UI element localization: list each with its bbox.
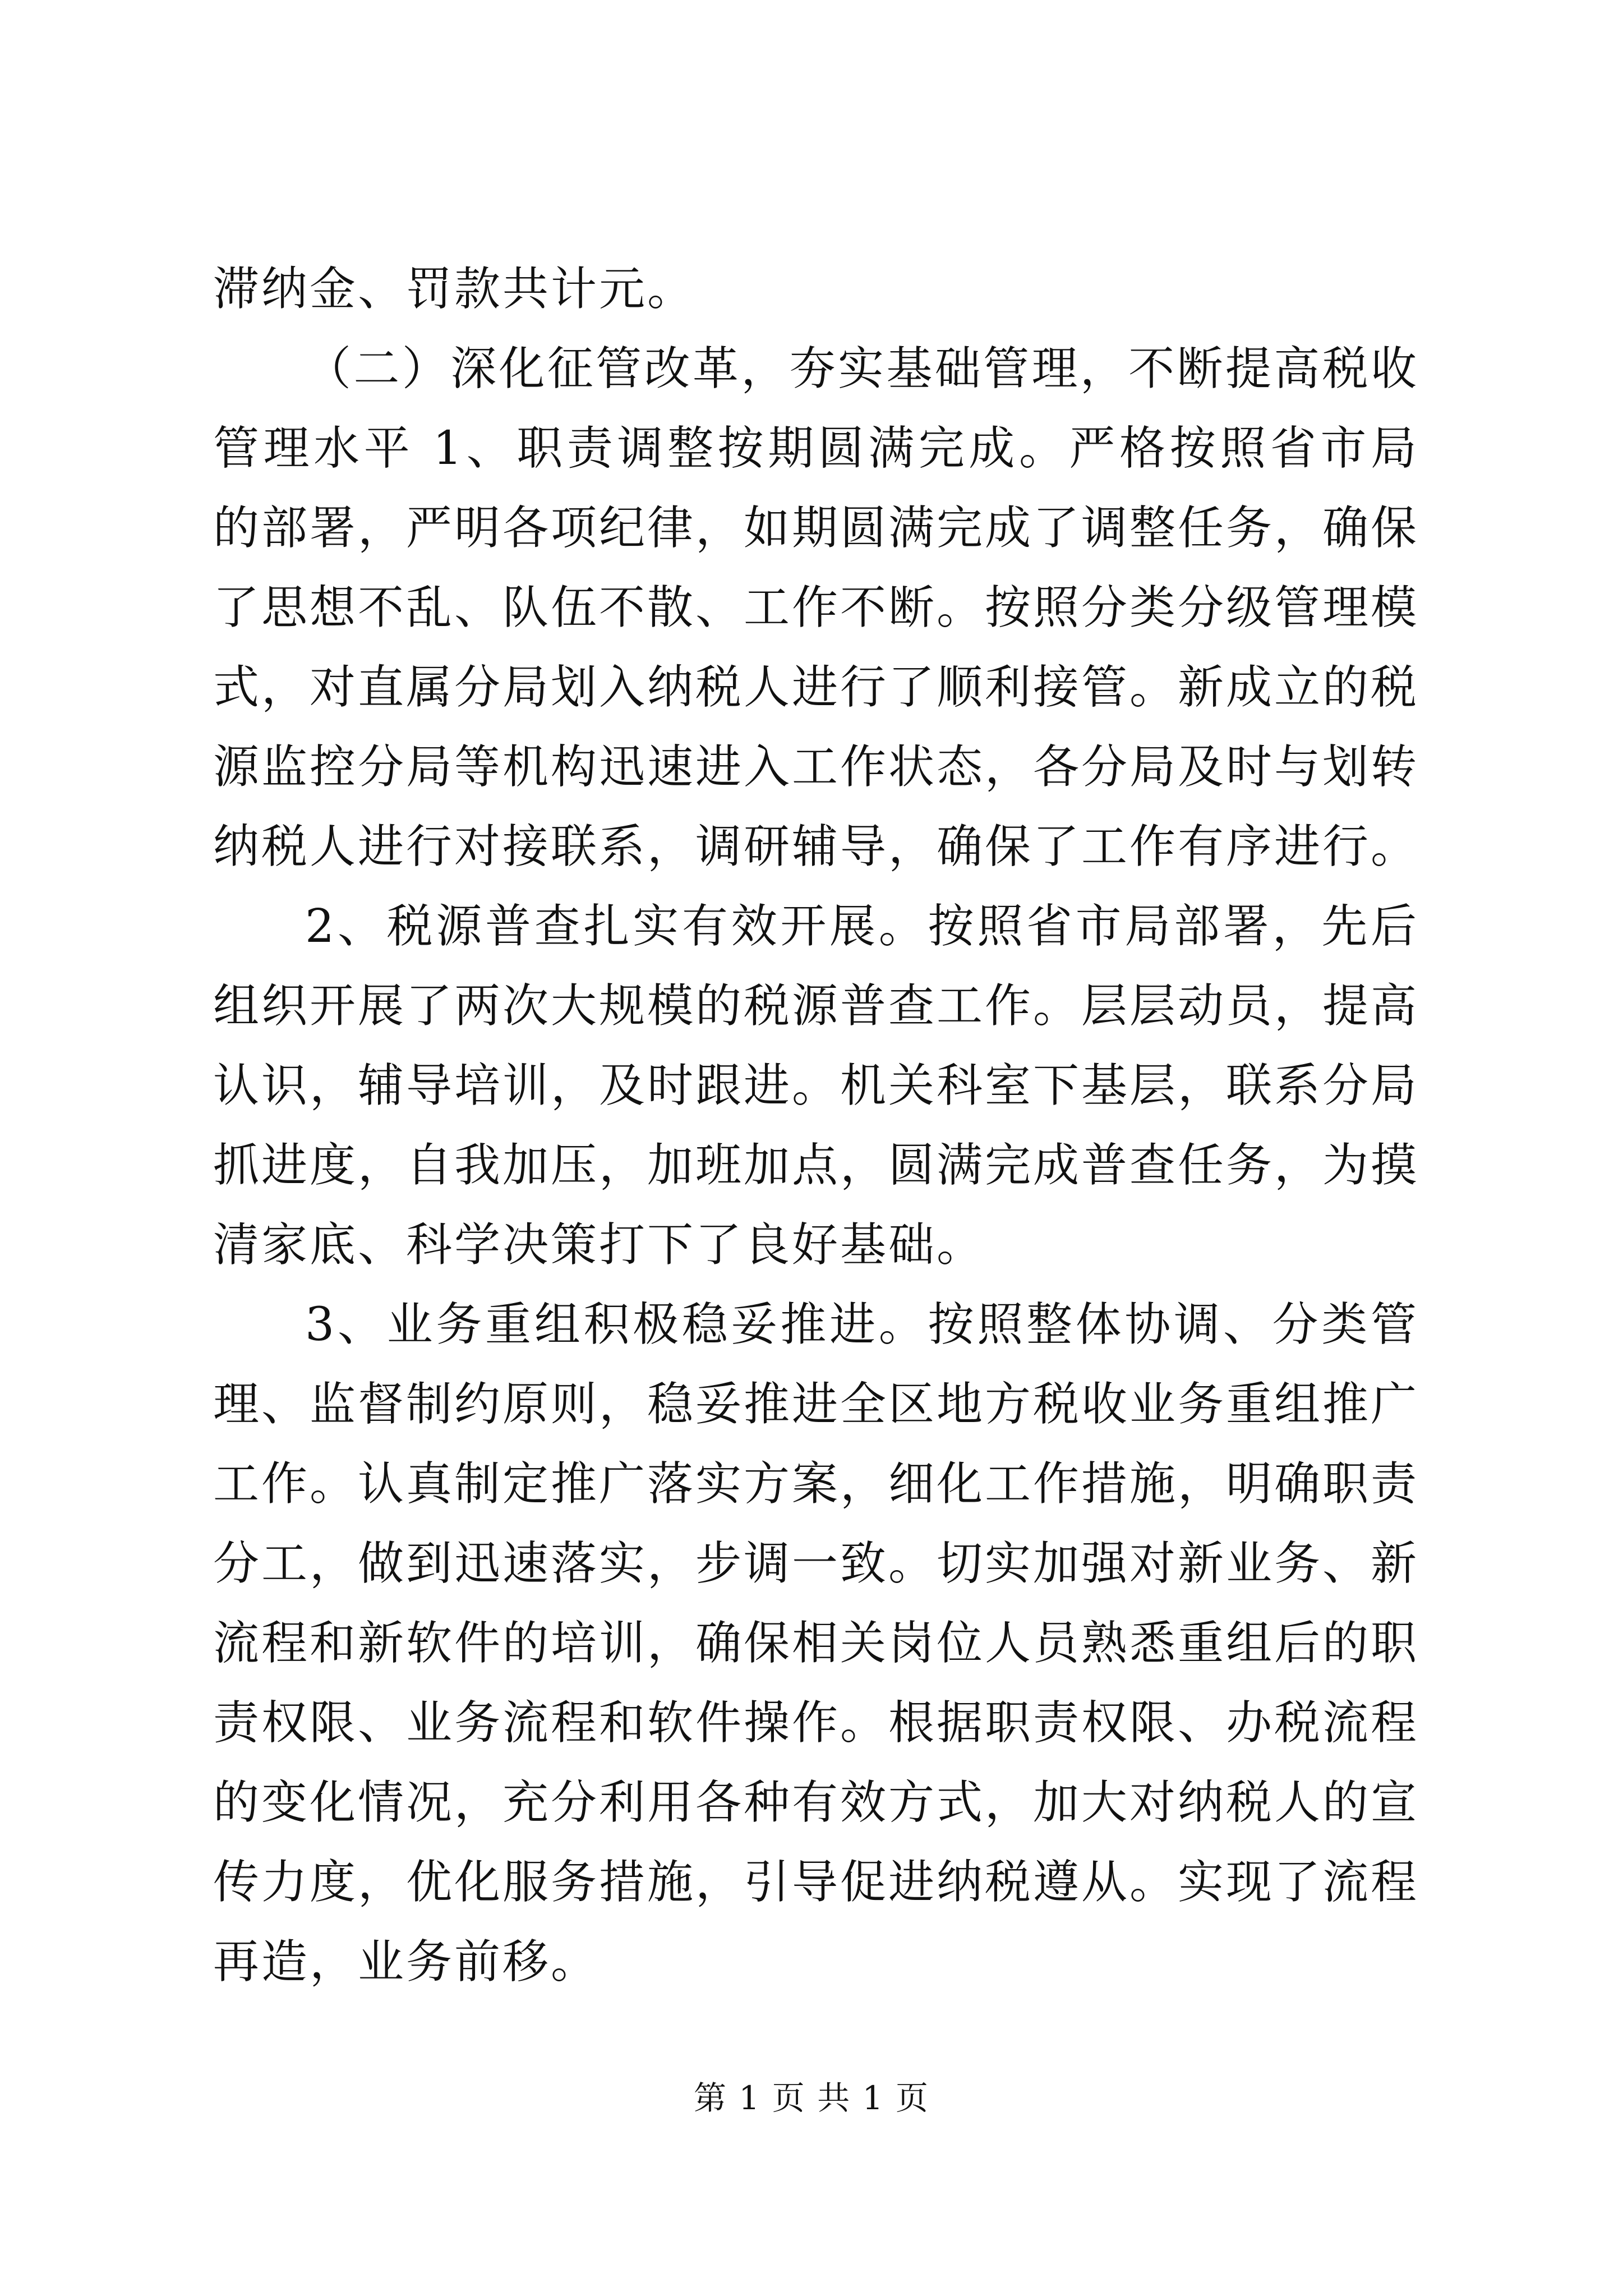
paragraph-item-3: 3、业务重组积极稳妥推进。按照整体协调、分类管理、监督制约原则，稳妥推进全区地方税收业务重组推广工作。认真制定推广落实方案，细化工作措施，明确职责分工，做到迅速落实，步调一致。切实加强对新业务、新流程和新软件的培训，确保相关岗位人员熟悉重组后的职责权限、业务流程和软件操作。根据职责权限、办税流程的变化情况，充分利用各种有效方式，加大对纳税人的宣传力度，优化服务措施，引导促进纳税遵从。实现了流程再造，业务前移。 bbox=[213, 1298, 1419, 1989]
page-number-footer: 第 1 页 共 1 页 bbox=[694, 2079, 929, 2117]
paragraph-section-two: （二）深化征管改革，夯实基础管理，不断提高税收管理水平 1、职责调整按期圆满完成。严格按照省市局的部署，严明各项纪律，如期圆满完成了调整任务，确保了思想不乱、队伍不散、工作不断。按照分类分级管理模式，对直属分局划入纳税人进行了顺利接管。新成立的税源监控分局等机构迅速进入工作状态，各分局及时与划转纳税人进行对接联系，调研辅导，确保了工作有序进行。 bbox=[213, 342, 1419, 873]
document-body bbox=[213, 250, 1419, 2002]
paragraph-item-2: 2、税源普查扎实有效开展。按照省市局部署，先后组织开展了两次大规模的税源普查工作。层层动员，提高认识，辅导培训，及时跟进。机关科室下基层，联系分局抓进度，自我加压，加班加点，圆满完成普查任务，为摸清家底、科学决策打下了良好基础。 bbox=[213, 900, 1419, 1272]
paragraph-continuation: 滞纳金、罚款共计元。 bbox=[213, 263, 696, 316]
